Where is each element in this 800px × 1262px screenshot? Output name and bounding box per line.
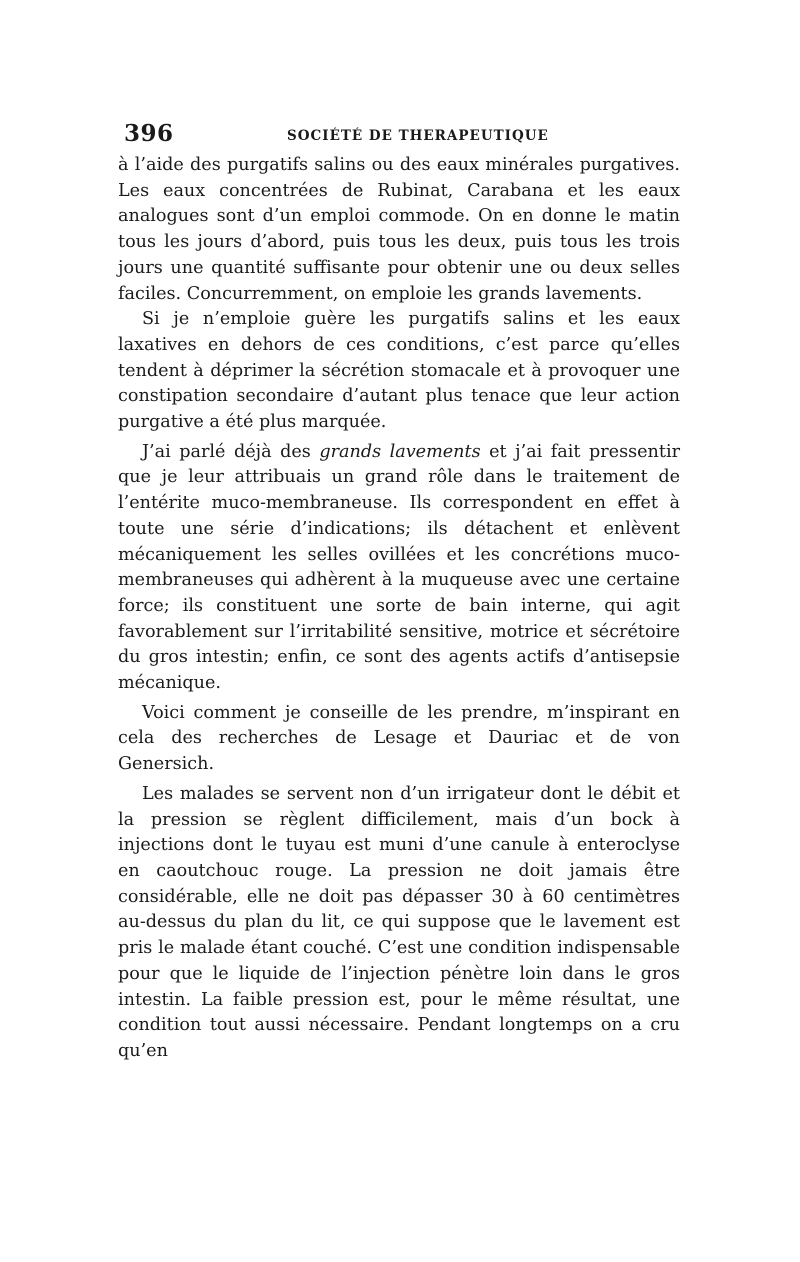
body-text: [118, 153, 680, 1065]
paragraph-2: Si je n’emploie guère les purgatifs salins et les eaux laxatives en dehors de ces conditions, c’est parce qu’elles tendent à déprimer la sécrétion stomacale et à provoquer une constipation secondaire d’autant plus tenace que leur action purgative a été plus marquée.: [118, 309, 680, 433]
book-page: [118, 120, 680, 1065]
paragraph-4: Voici comment je conseille de les prendre, m’inspirant en cela des recherches de Lesage et Dauriac et de von Genersich.: [118, 702, 680, 775]
paragraph-5: Les malades se servent non d’un irrigateur dont le débit et la pression se règlent difficilement, mais d’un bock à injections dont le tuyau est muni d’une canule à enteroclyse en caoutchouc rouge. La pression ne doit jamais être considérable, elle ne doit pas dépasser 30 à 60 centimètres au-dessus du plan du lit, ce qui suppose que le lavement est pris le malade étant couché. C’est une condition indispensable pour que le liquide de l’injection pénètre loin dans le gros intestin. La faible pression est, pour le même résultat, une condition tout aussi nécessaire. Pendant longtemps on a cru qu’en: [118, 783, 680, 1061]
page-header: [118, 120, 680, 150]
paragraph-1: à l’aide des purgatifs salins ou des eaux minérales purgatives. Les eaux concentrées de Rubinat, Carabana et les eaux analogues sont d’un emploi commode. On en donne le matin tous les jours d’abord, puis tous les deux, puis tous les trois jours une quantité suffisante pour obtenir une ou deux selles faciles. Concurremment, on emploie les grands lavements.: [118, 155, 680, 304]
paragraph-3: [118, 440, 680, 697]
running-title: SOCIÉTÉ DE THERAPEUTIQUE: [287, 128, 549, 144]
paragraph-3-start: J’ai parlé déjà des: [142, 441, 320, 462]
emphasis-grands-lavements: grands lavements: [319, 441, 481, 462]
page-number: 396: [124, 120, 174, 147]
paragraph-3-rest: et j’ai fait pressentir que je leur attribuais un grand rôle dans le traitement de l’entérite muco-membraneuse. Ils correspondent en effet à toute une série d’indications; ils détachent et enlèvent mécaniquement les selles ovillées et les concrétions muco-membraneuses qui adhèrent à la muqueuse avec une certaine force; ils constituent une sorte de bain interne, qui agit favorablement sur l’irritabilité sensitive, motrice et sécrétoire du gros intestin; enfin, ce sont des agents actifs d’antisepsie mécanique.: [118, 441, 680, 694]
